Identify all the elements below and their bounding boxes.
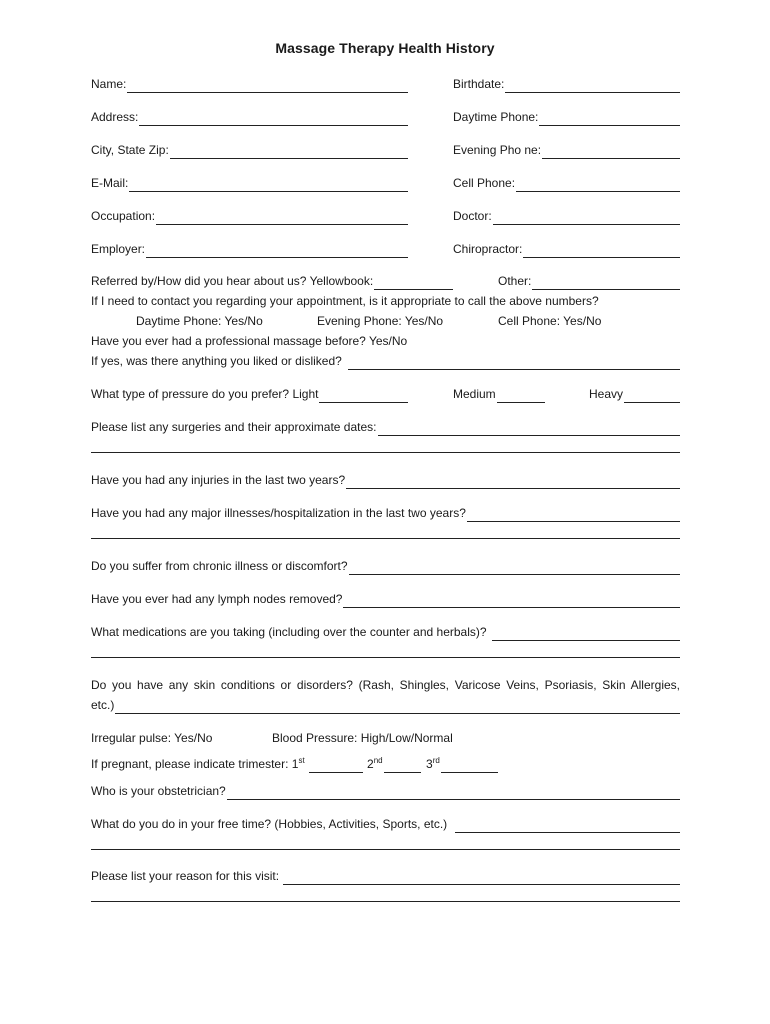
- chronic-field[interactable]: [91, 557, 680, 575]
- name-label: Name:: [91, 77, 127, 91]
- contact-permission-question: If I need to contact you regarding your appointment, is it appropriate to call the above numbers?: [91, 294, 599, 308]
- skin-etc-label: etc.): [91, 698, 115, 712]
- lymph-label: Have you ever had any lymph nodes removed?: [91, 592, 343, 606]
- daytime-phone-field[interactable]: [453, 108, 680, 126]
- chronic-label: Do you suffer from chronic illness or discomfort?: [91, 559, 348, 573]
- free-time-extra-line[interactable]: [91, 849, 680, 850]
- second-label: 2: [367, 757, 374, 771]
- daytime-permission-option[interactable]: Daytime Phone: Yes/No: [136, 314, 263, 328]
- third-label: 3: [426, 757, 433, 771]
- birthdate-field[interactable]: [453, 75, 680, 93]
- surgeries-row: [91, 418, 680, 436]
- city-evening-row: [91, 141, 680, 159]
- trimester-third-field[interactable]: [426, 755, 498, 773]
- second-superscript: nd: [373, 756, 383, 765]
- liked-disliked-label: If yes, was there anything you liked or disliked?: [91, 354, 342, 368]
- employer-chiropractor-row: [91, 240, 680, 258]
- skin-row: [91, 696, 680, 714]
- address-phone-row: [91, 108, 680, 126]
- injuries-label: Have you had any injuries in the last two years?: [91, 473, 346, 487]
- form-title: Massage Therapy Health History: [275, 40, 495, 56]
- injuries-row: [91, 471, 680, 489]
- surgeries-field[interactable]: [91, 418, 680, 436]
- blood-pressure-option[interactable]: Blood Pressure: High/Low/Normal: [272, 731, 453, 745]
- chiropractor-field[interactable]: [453, 240, 680, 258]
- chiropractor-label: Chiropractor:: [453, 242, 523, 256]
- occupation-field[interactable]: [91, 207, 408, 225]
- medications-field[interactable]: [91, 623, 680, 641]
- birthdate-label: Birthdate:: [453, 77, 505, 91]
- pregnancy-row: [91, 755, 680, 773]
- illnesses-field[interactable]: [91, 504, 680, 522]
- obstetrician-field[interactable]: [91, 782, 680, 800]
- illnesses-label: Have you had any major illnesses/hospitalization in the last two years?: [91, 506, 466, 520]
- referral-other-label: Other:: [498, 274, 532, 288]
- pressure-heavy-field[interactable]: [589, 385, 680, 403]
- name-birthdate-row: [91, 75, 680, 93]
- pressure-medium-field[interactable]: [453, 385, 545, 403]
- email-label: E-Mail:: [91, 176, 129, 190]
- liked-disliked-field[interactable]: [91, 352, 680, 370]
- obstetrician-label: Who is your obstetrician?: [91, 784, 226, 798]
- massage-before-question[interactable]: Have you ever had a professional massage before? Yes/No: [91, 334, 408, 348]
- trimester-second-field[interactable]: [367, 755, 421, 773]
- liked-disliked-row: [91, 352, 680, 370]
- surgeries-extra-line[interactable]: [91, 452, 680, 453]
- cell-phone-label: Cell Phone:: [453, 176, 516, 190]
- medications-row: [91, 623, 680, 641]
- reason-row: [91, 867, 680, 885]
- lymph-field[interactable]: [91, 590, 680, 608]
- pressure-question: What type of pressure do you prefer? Light: [91, 387, 319, 401]
- occupation-label: Occupation:: [91, 209, 156, 223]
- irregular-pulse-option[interactable]: Irregular pulse: Yes/No: [91, 731, 213, 745]
- city-state-zip-label: City, State Zip:: [91, 143, 169, 157]
- cell-permission-option[interactable]: Cell Phone: Yes/No: [498, 314, 602, 328]
- address-field[interactable]: [91, 108, 408, 126]
- obstetrician-row: [91, 782, 680, 800]
- referral-other-field[interactable]: [498, 272, 680, 290]
- employer-label: Employer:: [91, 242, 146, 256]
- free-time-row: [91, 815, 680, 833]
- city-state-zip-field[interactable]: [91, 141, 408, 159]
- free-time-label: What do you do in your free time? (Hobbies, Activities, Sports, etc.): [91, 817, 448, 831]
- injuries-field[interactable]: [91, 471, 680, 489]
- first-superscript: st: [298, 756, 305, 765]
- email-cell-row: [91, 174, 680, 192]
- pressure-medium-label: Medium: [453, 387, 496, 401]
- daytime-phone-label: Daytime Phone:: [453, 110, 539, 124]
- occupation-doctor-row: [91, 207, 680, 225]
- lymph-row: [91, 590, 680, 608]
- evening-phone-field[interactable]: [453, 141, 680, 159]
- skin-field[interactable]: [91, 696, 680, 714]
- trimester-first-field[interactable]: [91, 755, 363, 773]
- free-time-field[interactable]: [91, 815, 680, 833]
- evening-phone-label: Evening Pho ne:: [453, 143, 542, 157]
- pressure-heavy-label: Heavy: [589, 387, 624, 401]
- yellowbook-field[interactable]: [91, 272, 453, 290]
- pressure-light-field[interactable]: [91, 385, 408, 403]
- chronic-row: [91, 557, 680, 575]
- illnesses-extra-line[interactable]: [91, 538, 680, 539]
- third-superscript: rd: [432, 756, 440, 765]
- evening-permission-option[interactable]: Evening Phone: Yes/No: [317, 314, 444, 328]
- reason-extra-line[interactable]: [91, 901, 680, 902]
- pregnancy-label: If pregnant, please indicate trimester: 1st: [91, 756, 305, 771]
- employer-field[interactable]: [91, 240, 408, 258]
- address-label: Address:: [91, 110, 139, 124]
- doctor-field[interactable]: [453, 207, 680, 225]
- surgeries-label: Please list any surgeries and their approximate dates:: [91, 420, 377, 434]
- skin-question: Do you have any skin conditions or disorders? (Rash, Shingles, Varicose Veins, Psoriasis, Skin Allergies,: [91, 678, 680, 692]
- pressure-row: [91, 385, 680, 403]
- illnesses-row: [91, 504, 680, 522]
- medications-label: What medications are you taking (including over the counter and herbals)?: [91, 625, 487, 639]
- reason-field[interactable]: [91, 867, 680, 885]
- doctor-label: Doctor:: [453, 209, 492, 223]
- name-field[interactable]: [91, 75, 408, 93]
- cell-phone-field[interactable]: [453, 174, 680, 192]
- referral-label: Referred by/How did you hear about us? Yellowbook:: [91, 274, 374, 288]
- referral-row: [91, 272, 680, 290]
- reason-label: Please list your reason for this visit:: [91, 869, 280, 883]
- medications-extra-line[interactable]: [91, 657, 680, 658]
- email-field[interactable]: [91, 174, 408, 192]
